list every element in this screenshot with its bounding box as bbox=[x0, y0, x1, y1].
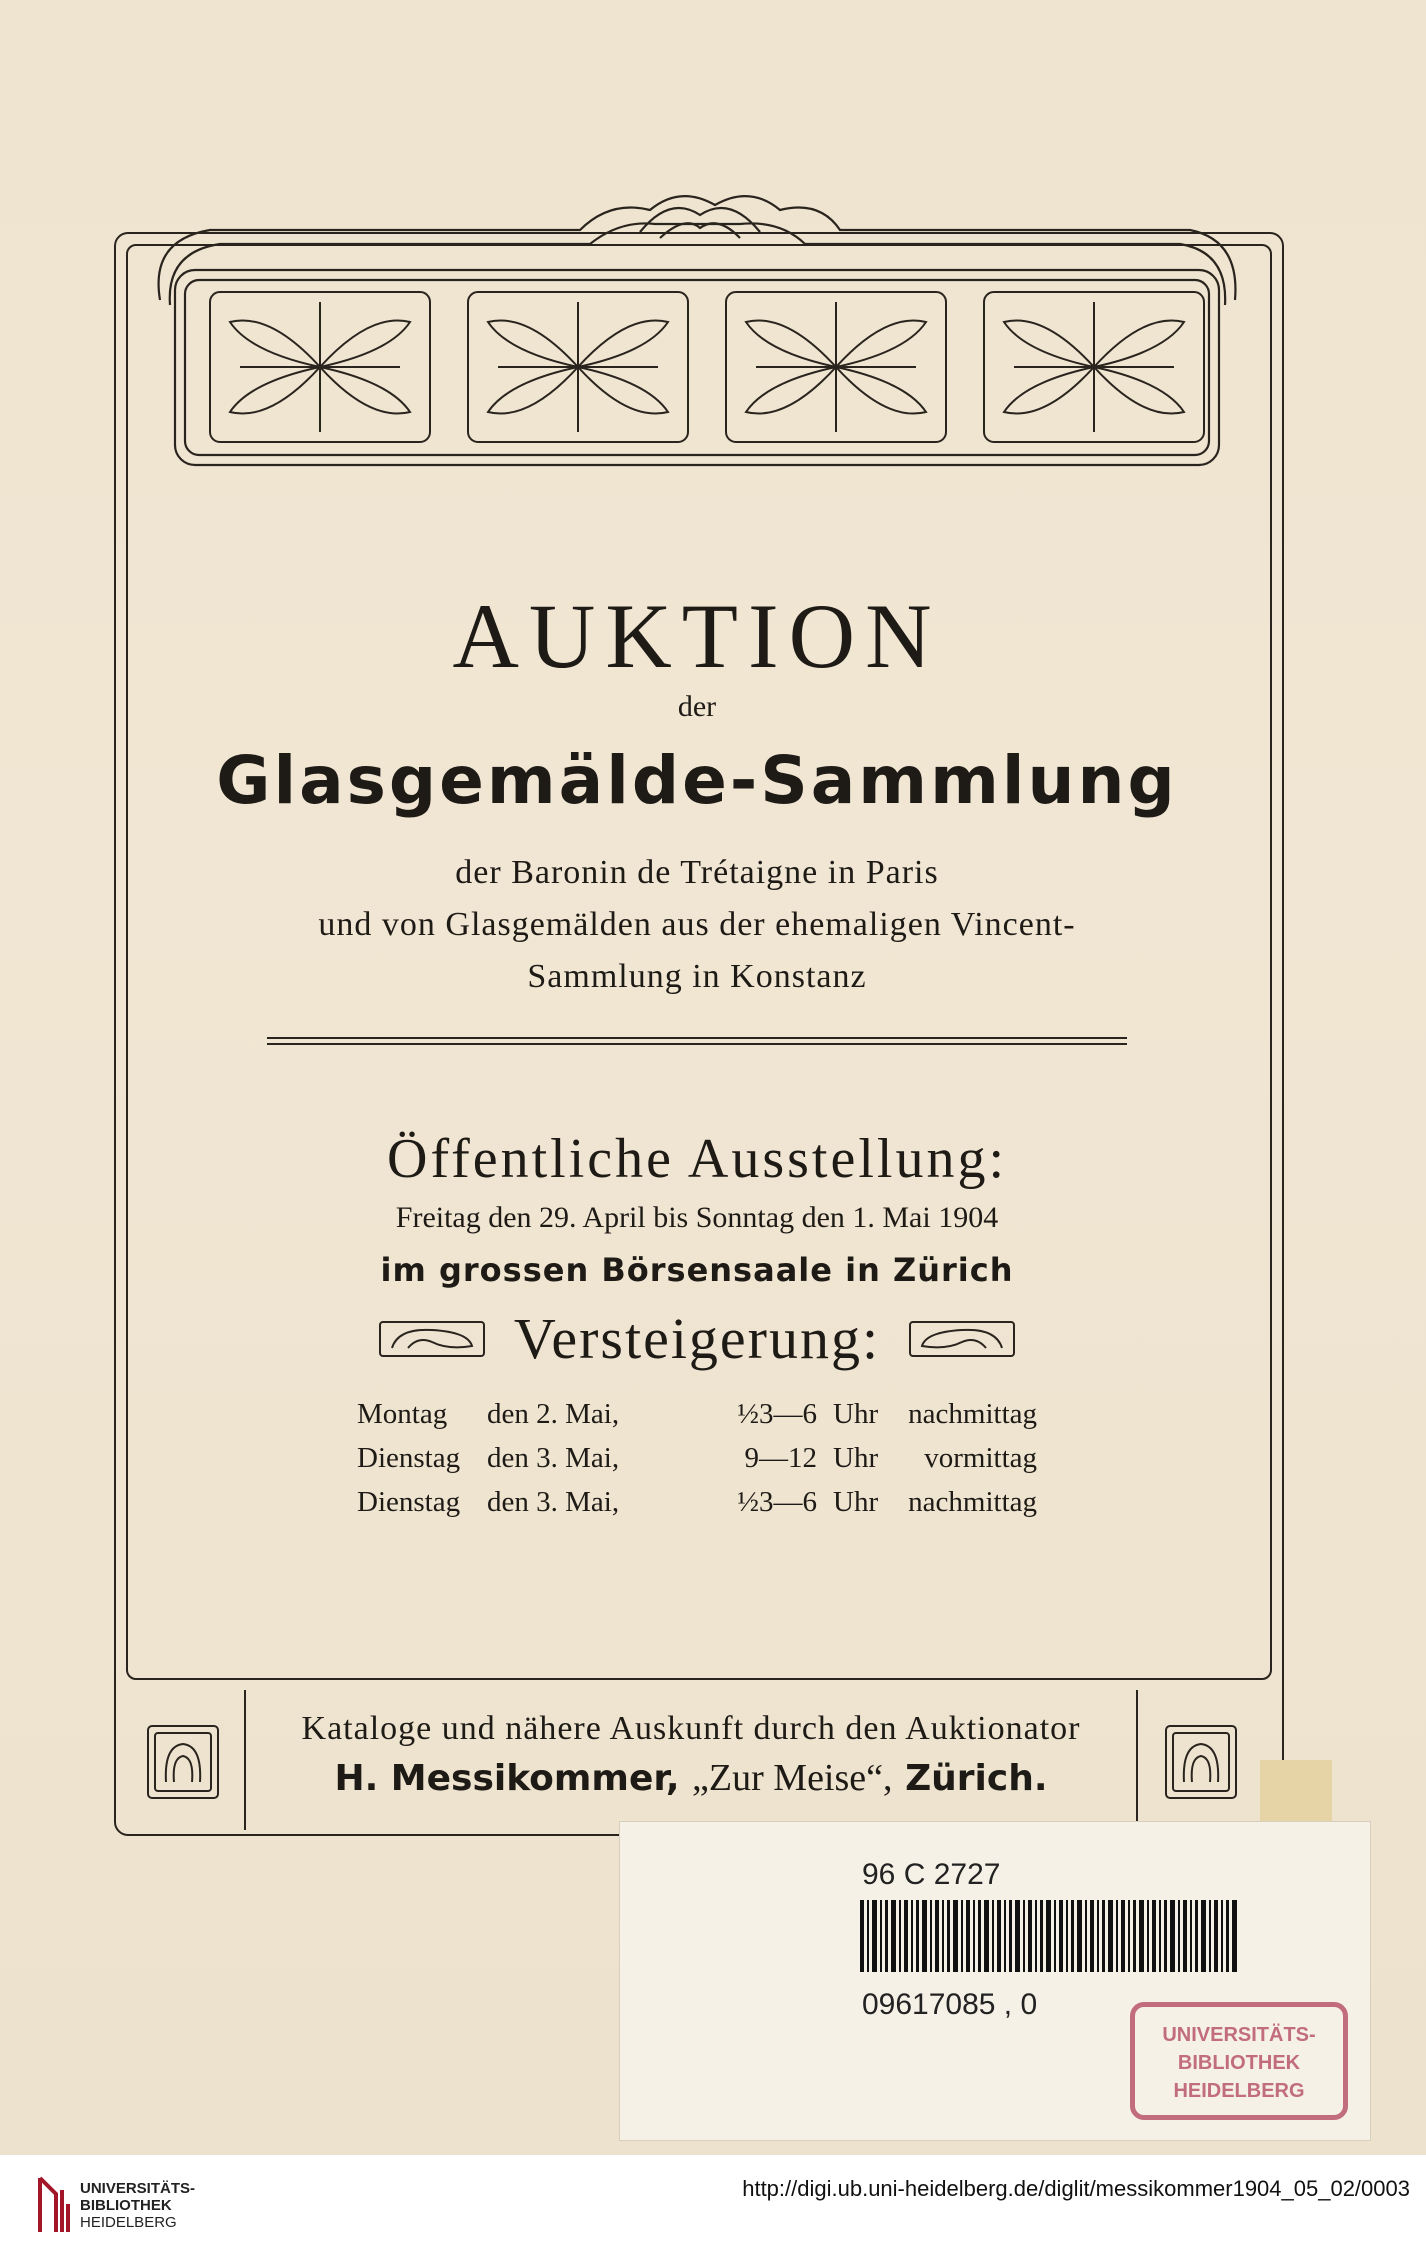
schedule-period: vormittag bbox=[924, 1442, 1037, 1474]
schedule-date: den 3. Mai, bbox=[487, 1442, 620, 1474]
auctioneer-name: H. Messikommer, bbox=[334, 1758, 680, 1799]
schedule-day: Dienstag bbox=[357, 1442, 461, 1474]
logo-line: BIBLIOTHEK bbox=[80, 2197, 172, 2214]
library-logo-text[interactable] bbox=[80, 2180, 195, 2231]
schedule-period: nachmittag bbox=[908, 1398, 1037, 1430]
right-emblem-icon bbox=[1164, 1724, 1238, 1800]
schedule-uhr: Uhr bbox=[833, 1486, 879, 1518]
stamp-line: UNIVERSITÄTS- bbox=[1162, 2024, 1316, 2046]
title-connector: der bbox=[677, 690, 717, 723]
auctioneer-line bbox=[246, 1756, 1136, 1800]
auctioneer-place: „Zur Meise“, bbox=[692, 1757, 893, 1799]
schedule-row bbox=[357, 1480, 1037, 1524]
description-line: Sammlung in Konstanz bbox=[527, 958, 867, 995]
schedule-uhr: Uhr bbox=[833, 1398, 879, 1430]
auction-heading-row bbox=[140, 1305, 1254, 1372]
permalink-url[interactable]: http://digi.ub.uni-heidelberg.de/diglit/messikommer1904_05_02/0003 bbox=[742, 2176, 1410, 2201]
schedule-time: ½3—6 bbox=[737, 1398, 817, 1430]
collection-description bbox=[140, 847, 1254, 1003]
auction-heading: Versteigerung: bbox=[513, 1306, 881, 1371]
schedule-date: den 2. Mai, bbox=[487, 1398, 620, 1430]
logo-line: HEIDELBERG bbox=[80, 2214, 177, 2231]
right-scroll-ornament-icon bbox=[908, 1320, 1016, 1358]
contact-panel bbox=[114, 1690, 1280, 1830]
collection-title: Glasgemälde-Sammlung bbox=[216, 742, 1178, 819]
poster-content bbox=[140, 560, 1254, 1524]
viewer-footer bbox=[0, 2155, 1426, 2258]
barcode-number: 09617085 , 0 bbox=[862, 1988, 1038, 2021]
university-library-logo-icon[interactable] bbox=[34, 2170, 76, 2240]
exhibition-dates: Freitag den 29. April bis Sonntag den 1. Mai 1904 bbox=[395, 1201, 999, 1234]
schedule-time: 9—12 bbox=[744, 1442, 817, 1474]
schedule-uhr: Uhr bbox=[833, 1442, 879, 1474]
schedule-day: Montag bbox=[357, 1398, 448, 1430]
exhibition-location: im grossen Börsensaale in Zürich bbox=[380, 1251, 1014, 1289]
schedule-row bbox=[357, 1392, 1037, 1436]
description-line: der Baronin de Trétaigne in Paris bbox=[455, 854, 939, 891]
catalogue-info: Kataloge und nähere Auskunft durch den Auktionator bbox=[301, 1710, 1081, 1747]
logo-line: UNIVERSITÄTS- bbox=[80, 2180, 196, 2197]
left-scroll-ornament-icon bbox=[378, 1320, 486, 1358]
stamp-line: BIBLIOTHEK bbox=[1177, 2052, 1301, 2074]
schedule-row bbox=[357, 1436, 1037, 1480]
double-rule-divider bbox=[267, 1037, 1127, 1045]
schedule-date: den 3. Mai, bbox=[487, 1486, 620, 1518]
contact-box bbox=[244, 1690, 1138, 1830]
exhibition-heading: Öffentliche Ausstellung: bbox=[387, 1128, 1007, 1190]
stamp-line: HEIDELBERG bbox=[1173, 2080, 1305, 2102]
poster-title: AUKTION bbox=[452, 585, 942, 687]
schedule-period: nachmittag bbox=[908, 1486, 1037, 1518]
description-line: und von Glasgemälden aus der ehemaligen Vincent- bbox=[318, 906, 1076, 943]
auction-schedule bbox=[357, 1392, 1037, 1524]
library-stamp bbox=[1130, 2002, 1348, 2120]
barcode-icon bbox=[860, 1900, 1240, 1972]
auctioneer-city: Zürich. bbox=[905, 1758, 1048, 1799]
shelfmark: 96 C 2727 bbox=[862, 1858, 1001, 1891]
left-emblem-icon bbox=[146, 1724, 220, 1800]
schedule-day: Dienstag bbox=[357, 1486, 461, 1518]
schedule-time: ½3—6 bbox=[737, 1486, 817, 1518]
